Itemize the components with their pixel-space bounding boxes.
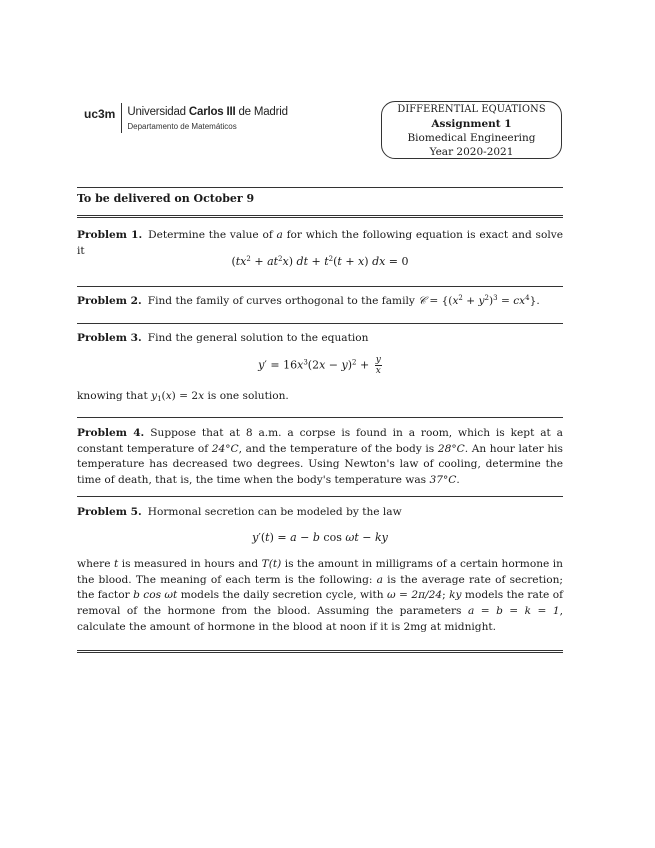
divider [77,286,563,287]
equation-5: y′(t) = a − b cos ωt − ky [252,531,388,544]
problem-5-description: where t is measured in hours and T(t) is the amount in milligrams of a certain hormone in the blood. The meaning of each term is the following: a is the average rate of secretion; the factor b cos ωt models the daily secretion cycle, with ω = 2π/24; ky models the rate of removal of the hormone from the blood. Assuming the parameters a = b = k = 1, calculate the amount of hormone in the blood at noon if it is 2mg at midnight. [77,558,564,633]
divider [77,496,563,497]
program-name: Biomedical Engineering [407,132,536,144]
double-divider [77,215,563,218]
assignment-title: Assignment 1 [431,118,512,130]
divider [77,187,563,188]
logo-text [127,103,287,131]
problem-5: Problem 5. Hormonal secretion can be modeled by the law [77,506,402,518]
university-logo [84,103,288,137]
problem-1: Problem 1. Determine the value of a for which the following equation is exact and solve it [77,229,563,257]
department-name: Departamento de Matemáticos [127,122,237,131]
problem-2: Problem 2. Find the family of curves orthogonal to the family 𝒞 = $\{(x^2 + y^2)^3 = cx^4\}$. [77,294,540,307]
problem-4: Problem 4. Suppose that at 8 a.m. a corpse is found in a room, which is kept at a constant temperature of 24°C, and the temperature of the body is 28°C. An hour later his temperature has decreased two degrees. Using Newton's law of cooling, determine the time of death, that is, the time when the body's temperature was 37°C. [77,427,563,487]
divider [77,417,563,418]
double-divider [77,650,563,653]
course-title: DIFFERENTIAL EQUATIONS [397,104,546,115]
course-header-box [381,101,562,159]
problem-label: Problem 1. [77,229,143,241]
logo-mark: uc3m [84,107,116,121]
problem-label: Problem 4. [77,427,145,439]
problem-label: Problem 5. [77,506,142,518]
academic-year: Year 2020-2021 [429,146,514,158]
logo-divider [121,103,122,133]
problem-3-note: knowing that $y_1(x) = 2x$ is one solution. [77,390,289,403]
delivery-date: To be delivered on October 9 [77,192,255,205]
problem-3: Problem 3. Find the general solution to the equation [77,332,369,344]
problem-label: Problem 2. [77,295,142,307]
problem-label: Problem 3. [77,332,142,344]
university-name: Universidad Carlos III de Madrid [127,106,288,118]
divider [77,323,563,324]
equation-3: $y' = 16x^3(2x - y)^2$ + $\frac{y}{x}$ [258,355,381,376]
equation-1: $(tx^2 + at^2x)$ dt + $t^2(t + x)$ dx = 0 [231,255,409,268]
